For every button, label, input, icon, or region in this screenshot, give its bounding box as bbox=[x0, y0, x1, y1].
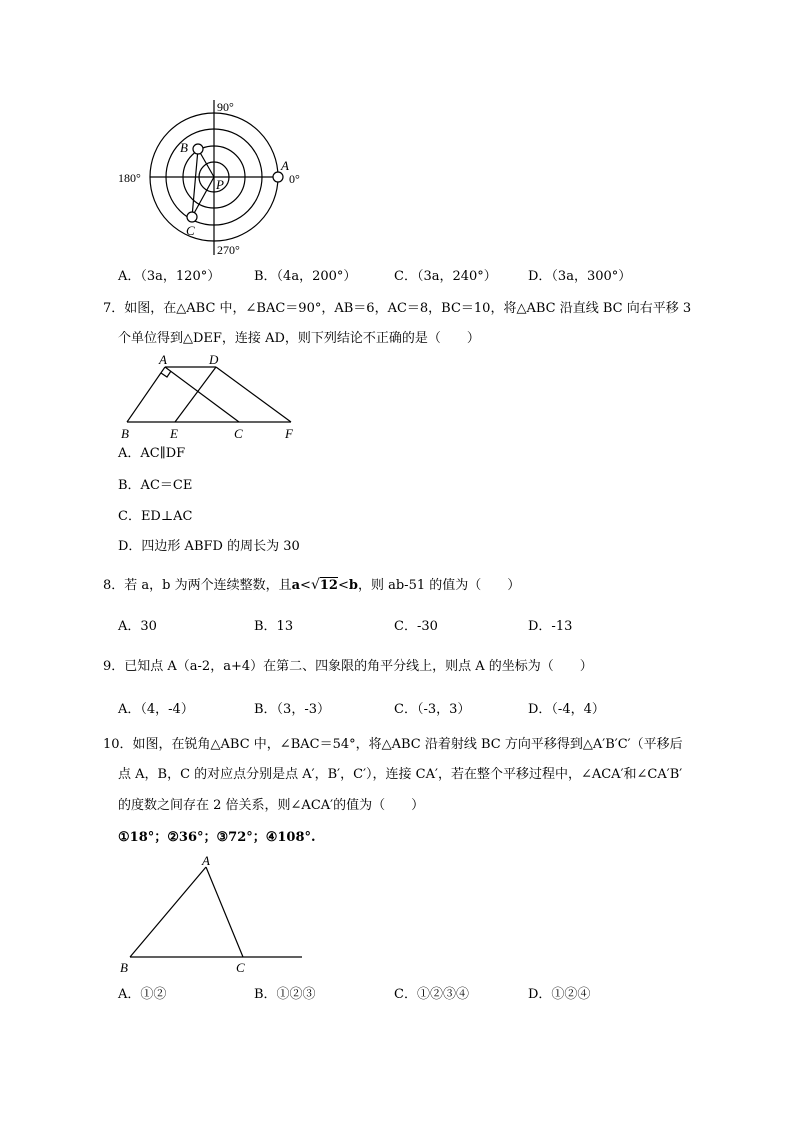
q8-var-b: b bbox=[348, 578, 358, 593]
q7-option-c[interactable]: C．ED⊥AC bbox=[118, 509, 193, 524]
fig7-label-c: C bbox=[234, 426, 243, 441]
q7-translation-figure bbox=[115, 352, 305, 442]
q8-option-c[interactable]: C．-30 bbox=[394, 619, 438, 634]
label-180: 180° bbox=[118, 171, 141, 185]
fig7-label-a: A bbox=[159, 352, 167, 367]
segment-ab bbox=[130, 867, 206, 957]
q8-var-a: a bbox=[291, 578, 301, 593]
fig10-label-b: B bbox=[120, 960, 128, 975]
fig10-label-a: A bbox=[202, 853, 210, 868]
label-270: 270° bbox=[217, 243, 240, 257]
q10-stem-line2: 点 A，B，C 的对应点分别是点 A′，B′，C′），连接 CA′，若在整个平移过程中，∠ACA′和∠CA′B′ bbox=[118, 767, 683, 782]
label-90: 90° bbox=[217, 100, 234, 114]
q7-stem-line2: 个单位得到△DEF，连接 AD，则下列结论不正确的是（ ） bbox=[118, 331, 480, 346]
q9-option-b[interactable]: B．（3，-3） bbox=[254, 702, 330, 717]
q9-option-d[interactable]: D．（-4，4） bbox=[528, 702, 605, 717]
q8-prefix: 8．若 a，b 为两个连续整数，且 bbox=[103, 578, 292, 593]
label-c: C bbox=[186, 223, 195, 238]
q8-option-a[interactable]: A．30 bbox=[118, 619, 157, 634]
q9-option-c[interactable]: C．（-3，3） bbox=[394, 702, 471, 717]
label-a: A bbox=[281, 158, 289, 173]
point-c-marker bbox=[187, 212, 197, 222]
q8-sqrt-sign: √ bbox=[310, 577, 320, 593]
q10-option-c[interactable]: C．①②③④ bbox=[394, 987, 469, 1002]
q10-choices-line: ①18°；②36°；③72°；④108°. bbox=[118, 830, 316, 845]
point-a-marker bbox=[273, 172, 283, 182]
q8-stem bbox=[103, 576, 520, 595]
q10-stem-line1: 10．如图，在锐角△ABC 中，∠BAC＝54°，将△ABC 沿着射线 BC 方向平移得到△A′B′C′（平移后 bbox=[103, 737, 683, 752]
q8-option-d[interactable]: D．-13 bbox=[528, 619, 573, 634]
polar-figure bbox=[110, 95, 320, 265]
segment-ac bbox=[206, 867, 243, 957]
q10-option-d[interactable]: D．①②④ bbox=[528, 987, 591, 1002]
q7-option-d[interactable]: D．四边形 ABFD 的周长为 30 bbox=[118, 539, 300, 554]
q10-stem-line3: 的度数之间存在 2 倍关系，则∠ACA′的值为（ ） bbox=[118, 798, 425, 813]
label-b: B bbox=[180, 140, 188, 155]
q7-option-b[interactable]: B．AC＝CE bbox=[118, 478, 193, 493]
fig7-label-e: E bbox=[170, 426, 178, 441]
q8-lt1: < bbox=[300, 578, 311, 593]
fig10-label-c: C bbox=[236, 960, 245, 975]
fig7-label-d: D bbox=[209, 352, 219, 367]
q8-lt2: < bbox=[337, 578, 349, 593]
segment-ed bbox=[175, 367, 216, 422]
q6-option-b[interactable]: B．（4a，200°） bbox=[254, 269, 357, 284]
fig7-label-b: B bbox=[121, 426, 129, 441]
q6-option-a[interactable]: A．（3a，120°） bbox=[118, 269, 221, 284]
q8-option-b[interactable]: B．13 bbox=[254, 619, 294, 634]
q8-sqrt-number: 12 bbox=[319, 578, 338, 593]
q10-option-a[interactable]: A．①② bbox=[118, 987, 167, 1002]
q8-suffix: ，则 ab-51 的值为（ ） bbox=[357, 578, 521, 593]
q7-option-a[interactable]: A．AC∥DF bbox=[118, 446, 186, 461]
fig7-label-f: F bbox=[285, 426, 293, 441]
q9-stem: 9．已知点 A（a-2，a+4）在第二、四象限的角平分线上，则点 A 的坐标为（ ） bbox=[103, 659, 593, 674]
right-angle-mark bbox=[161, 371, 171, 377]
label-p: P bbox=[216, 177, 224, 192]
q6-option-d[interactable]: D．（3a，300°） bbox=[528, 269, 632, 284]
label-0: 0° bbox=[289, 172, 300, 186]
q10-option-b[interactable]: B．①②③ bbox=[254, 987, 316, 1002]
q7-stem-line1: 7．如图，在△ABC 中，∠BAC＝90°，AB＝6，AC＝8，BC＝10，将△ABC 沿直线 BC 向右平移 3 bbox=[103, 301, 692, 316]
segment-ba bbox=[127, 367, 165, 422]
q9-option-a[interactable]: A．（4，-4） bbox=[118, 702, 194, 717]
q6-option-c[interactable]: C．（3a，240°） bbox=[394, 269, 497, 284]
q10-triangle-figure bbox=[112, 853, 312, 978]
point-b-marker bbox=[193, 144, 203, 154]
